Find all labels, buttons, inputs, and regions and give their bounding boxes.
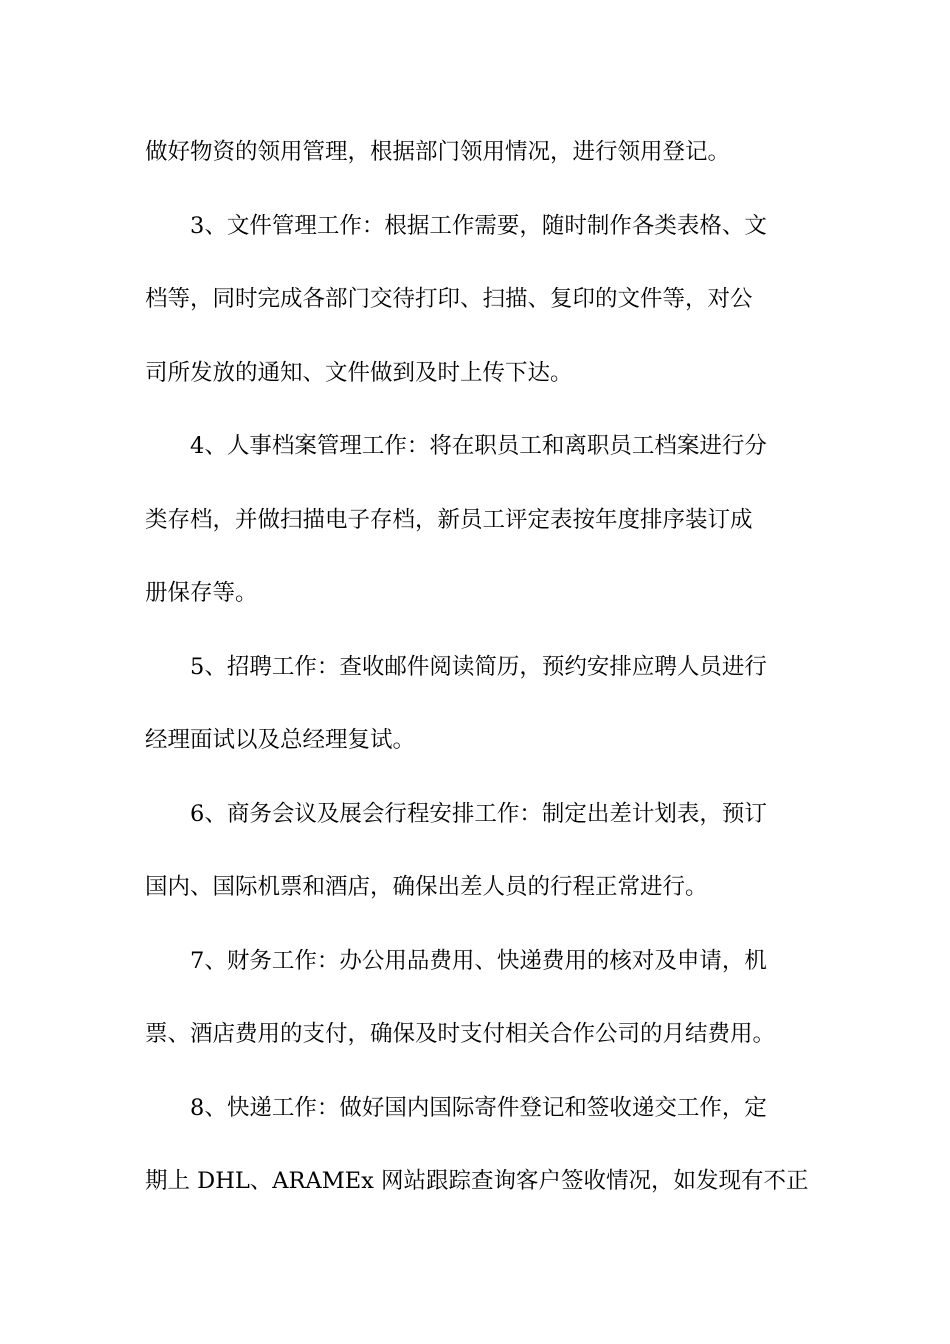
- text-line: 司所发放的通知、文件做到及时上传下达。: [145, 359, 573, 386]
- text-line: 经理面试以及总经理复试。: [145, 727, 416, 753]
- paragraph-6-line: 6、商务会议及展会行程安排工作：制定出差计划表，预订: [190, 800, 767, 827]
- document-body: [145, 127, 810, 1230]
- paragraph-4-line: 4、人事档案管理工作：将在职员工和离职员工档案进行分: [190, 433, 767, 459]
- paragraph-5-line: 5、招聘工作：查收邮件阅读简历，预约安排应聘人员进行: [190, 653, 767, 680]
- text-line: 类存档，并做扫描电子存档，新员工评定表按年度排序装订成: [145, 506, 753, 533]
- text-line: 册保存等。: [145, 580, 258, 606]
- text-line: 国内、国际机票和酒店，确保出差人员的行程正常进行。: [145, 874, 708, 900]
- paragraph-8-line: 8、快递工作：做好国内国际寄件登记和签收递交工作，定: [190, 1094, 767, 1121]
- text-line: 做好物资的领用管理，根据部门领用情况，进行领用登记。: [145, 139, 731, 165]
- paragraph-3-line: 3、文件管理工作：根据工作需要，随时制作各类表格、文: [190, 212, 767, 239]
- text-line: 票、酒店费用的支付，确保及时支付相关合作公司的月结费用。: [145, 1021, 776, 1047]
- text-line: 期上 DHL、ARAMEx 网站跟踪查询客户签收情况，如发现有不正: [145, 1168, 809, 1194]
- paragraph-7-line: 7、财务工作：办公用品费用、快递费用的核对及申请，机: [190, 947, 767, 974]
- text-line: 档等，同时完成各部门交待打印、扫描、复印的文件等，对公: [145, 286, 753, 312]
